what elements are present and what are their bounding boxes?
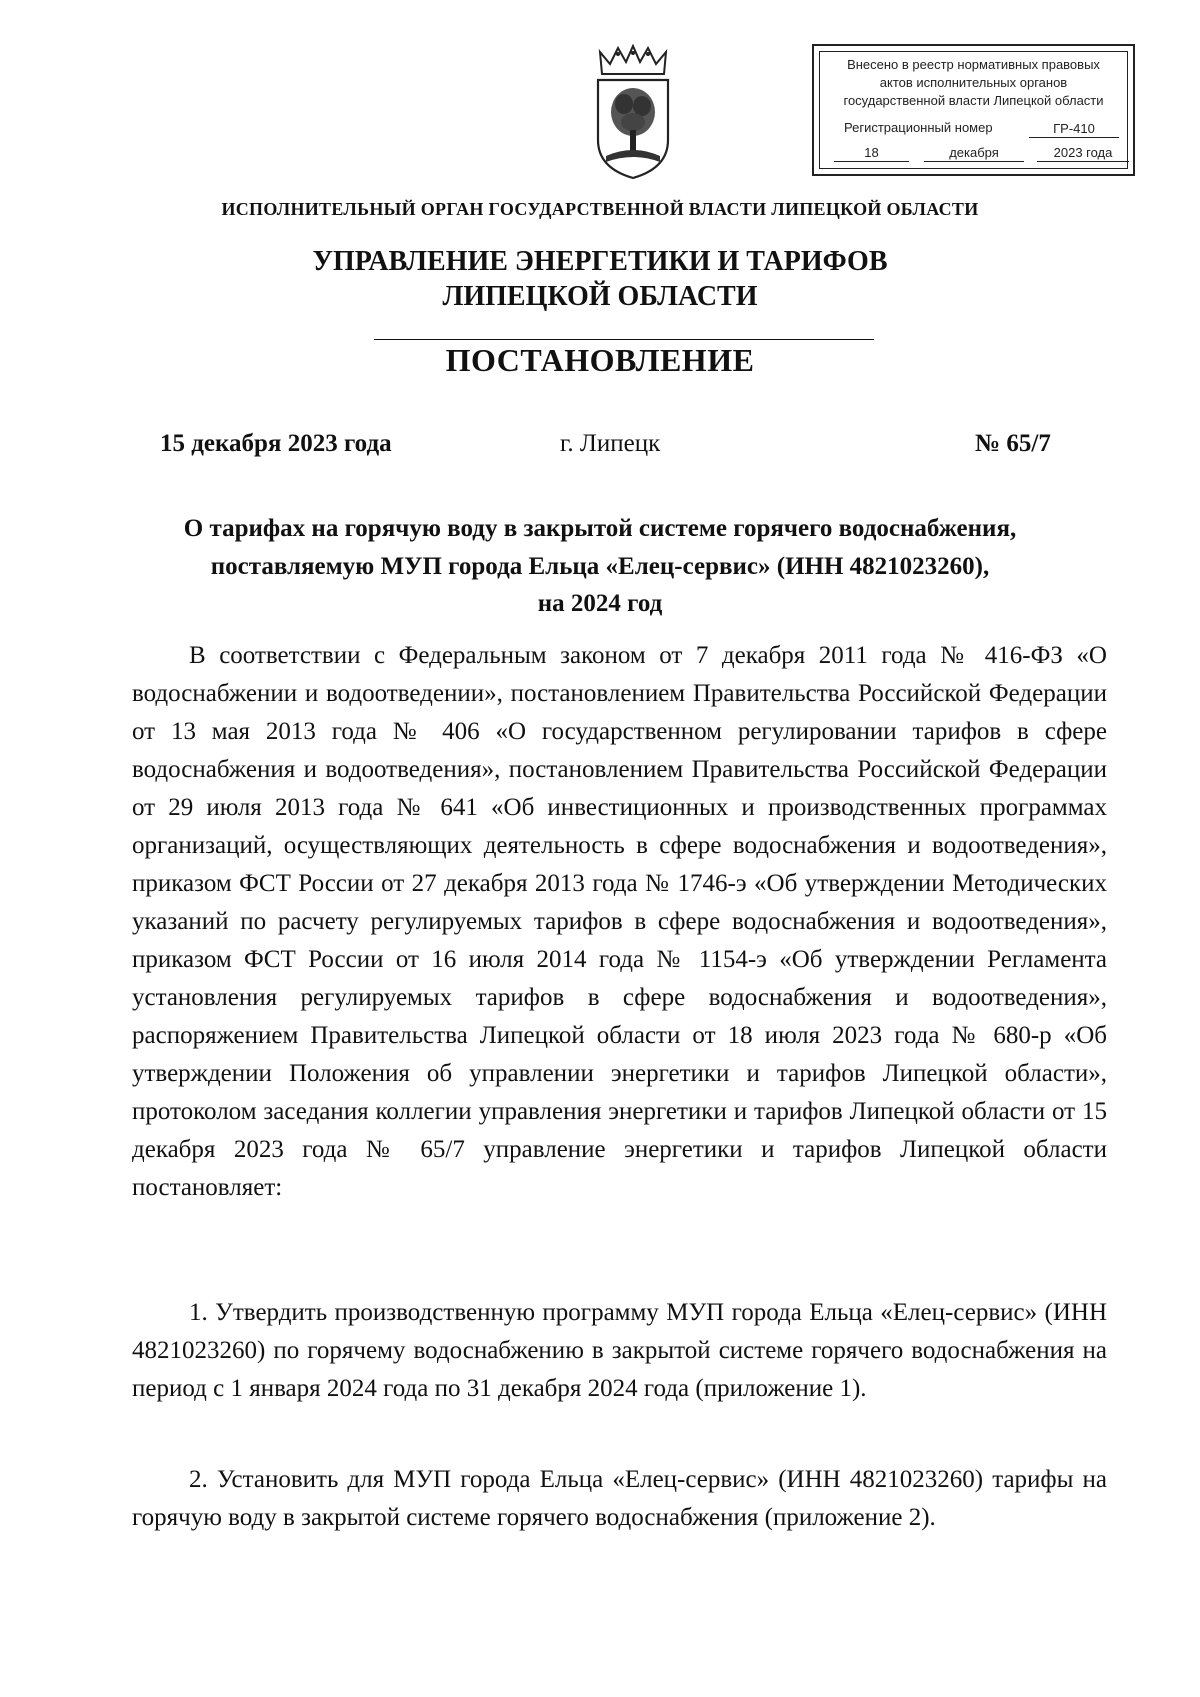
document-type: ПОСТАНОВЛЕНИЕ (445, 342, 755, 378)
org-name: ИСПОЛНИТЕЛЬНЫЙ ОРГАН ГОСУДАРСТВЕННОЙ ВЛАСТИ ЛИПЕЦКОЙ ОБЛАСТИ (221, 199, 979, 219)
stamp-day: 18 (834, 145, 909, 162)
department-name-line-2: ЛИПЕЦКОЙ ОБЛАСТИ (442, 281, 758, 312)
document-title-line-1: О тарифах на горячую воду в закрытой системе горячего водоснабжения, (183, 515, 1017, 542)
registry-stamp (812, 44, 1135, 176)
stamp-year: 2023 года (1037, 145, 1129, 162)
preamble-paragraph: В соответствии с Федеральным законом от 7 декабря 2011 года № 416-ФЗ «О водоснабжении и водоотведении», постановлением Правительства Российской Федерации от 13 мая 2013 года № 406 «О государственном регулировании тарифов в сфере водоснабжения и водоотведения», постановлением Правительства Российской Федерации от 29 июля 2013 года № 641 «Об инвестиционных и производственных программах организаций, осуществляющих деятельность в сфере водоснабжения и водоотведения», приказом ФСТ России от 27 декабря 2013 года № 1746-э «Об утверждении Методических указаний по расчету регулируемых тарифов в сфере водоснабжения и водоотведения», приказом ФСТ России от 16 июля 2014 года № 1154-э «Об утверждении Регламента установления регулируемых тарифов в сфере водоснабжения и водоотведения», распоряжением Правительства Липецкой области от 18 июля 2023 года № 680-р «Об утверждении Положения об управлении энергетики и тарифов Липецкой области», протоколом заседания коллегии управления энергетики и тарифов Липецкой области от 15 декабря 2023 года № 65/7 управление энергетики и тарифов Липецкой области постановляет: (132, 642, 1107, 1201)
stamp-month: декабря (924, 145, 1024, 162)
document-title-line-3: на 2024 год (537, 590, 663, 617)
stamp-reg-number: ГР-410 (1029, 121, 1119, 138)
coat-of-arms-icon (590, 44, 676, 184)
document-title-line-2: поставляемую МУП города Ельца «Елец-сервис» (ИНН 4821023260), (210, 553, 990, 580)
stamp-line-1: Внесено в реестр нормативных правовых (847, 57, 1100, 72)
stamp-reg-label: Регистрационный номер (844, 120, 993, 135)
resolution-item-1: 1. Утвердить производственную программу МУП города Ельца «Елец-сервис» (ИНН 4821023260) по горячему водоснабжению в закрытой системе горячего водоснабжения на период с 1 января 2024 года по 31 декабря 2024 года (приложение 1). (132, 1299, 1107, 1402)
stamp-line-2: актов исполнительных органов (879, 75, 1068, 90)
document-city: г. Липецк (560, 430, 661, 457)
resolution-item-2: 2. Установить для МУП города Ельца «Елец-сервис» (ИНН 4821023260) тарифы на горячую воду в закрытой системе горячего водоснабжения (приложение 2). (132, 1466, 1107, 1531)
department-name-line-1: УПРАВЛЕНИЕ ЭНЕРГЕТИКИ И ТАРИФОВ (312, 246, 888, 277)
header-divider (374, 339, 874, 340)
document-number: № 65/7 (975, 430, 1051, 457)
document-date: 15 декабря 2023 года (160, 430, 392, 457)
stamp-line-3: государственной власти Липецкой области (843, 93, 1104, 108)
